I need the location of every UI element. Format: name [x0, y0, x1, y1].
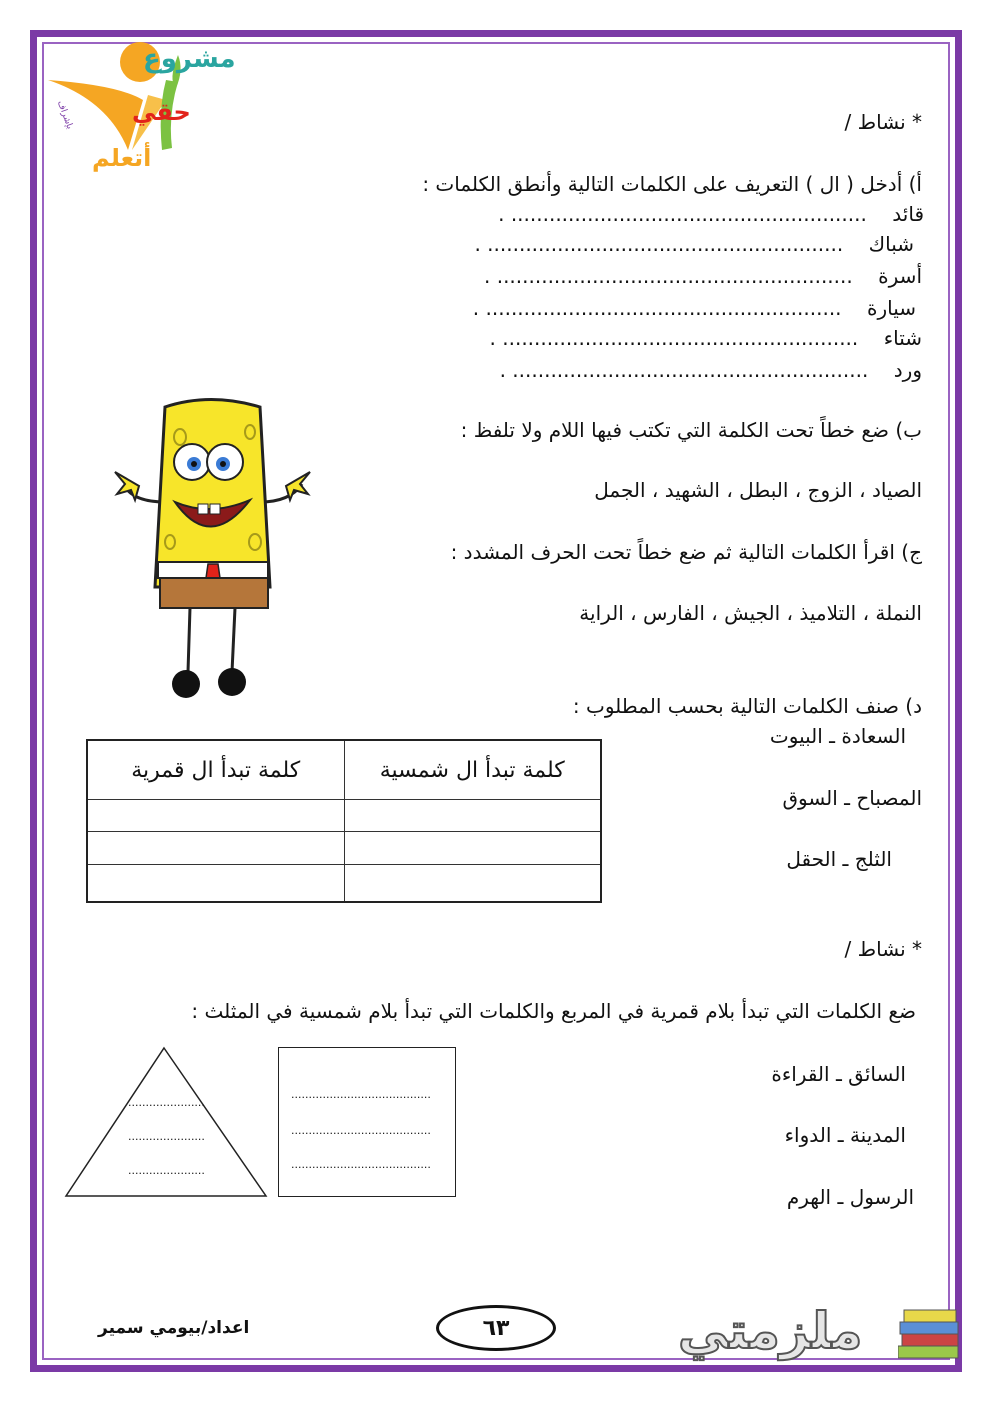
table-header-qamari: كلمة تبدأ ال قمرية — [87, 740, 344, 800]
activity2-heading: * نشاط / — [844, 937, 922, 961]
sponge-character-icon — [110, 392, 320, 702]
partA-word: سيارة — [866, 296, 916, 320]
partA-blank: ........................................................ . — [484, 264, 853, 288]
table-cell[interactable] — [87, 832, 344, 864]
author-credit: اعداد/بيومي سمير — [98, 1318, 250, 1338]
activity2-pair: المدينة ـ الدواء — [784, 1123, 906, 1147]
table-cell[interactable] — [87, 864, 344, 902]
partA-row — [490, 326, 922, 350]
activity1-heading: * نشاط / — [844, 110, 922, 134]
classification-table — [86, 739, 602, 903]
logo-text-mashroo: مشروع — [143, 44, 236, 74]
partB-instruction: ب) ضع خطاً تحت الكلمة التي تكتب فيها اللام ولا تلفظ : — [460, 418, 922, 442]
partC-instruction: ج) اقرأ الكلمات التالية ثم ضع خطاً تحت الحرف المشدد : — [450, 540, 922, 564]
partA-row — [473, 296, 916, 320]
triangle-blank-line[interactable]: ...................... — [128, 1130, 205, 1143]
partA-instruction: أ) أدخل ( ال ) التعريف على الكلمات التالية وأنطق الكلمات : — [422, 172, 922, 196]
logo-text-ataallam: أتعلم — [92, 144, 152, 172]
activity2-instruction: ضع الكلمات التي تبدأ بلام قمرية في المربع والكلمات التي تبدأ بلام شمسية في المثلث : — [191, 999, 916, 1023]
square-blank-line[interactable]: ........................................ — [291, 1088, 431, 1101]
table-header-shamsi: كلمة تبدأ ال شمسية — [344, 740, 601, 800]
partA-row — [498, 202, 924, 226]
partA-row — [484, 264, 922, 288]
partA-row — [500, 358, 922, 382]
table-cell[interactable] — [87, 800, 344, 832]
brand-logo — [668, 1300, 968, 1380]
partA-word: أسرة — [878, 264, 922, 288]
answer-square — [278, 1047, 456, 1197]
logo-text-haqqi: حقي — [132, 98, 191, 126]
partA-blank: ........................................................ . — [498, 202, 867, 226]
partA-word: ورد — [893, 358, 922, 382]
partD-instruction: د) صنف الكلمات التالية بحسب المطلوب : — [572, 694, 922, 718]
partA-blank: ........................................................ . — [472, 296, 842, 320]
table-cell[interactable] — [344, 832, 601, 864]
triangle-blank-line[interactable]: ...................... — [128, 1164, 205, 1177]
partD-pair: السعادة ـ البيوت — [769, 724, 906, 748]
partA-blank: ........................................................ . — [499, 358, 869, 382]
square-blank-line[interactable]: ........................................ — [291, 1158, 431, 1171]
partC-words: النملة ، التلاميذ ، الجيش ، الفارس ، الراية — [579, 601, 922, 625]
partD-pair: الثلج ـ الحقل — [786, 847, 892, 871]
partA-word: شتاء — [883, 326, 922, 350]
partA-blank: ........................................................ . — [489, 326, 859, 350]
activity2-pair: السائق ـ القراءة — [771, 1062, 906, 1086]
brand-wordmark: ملزمتي — [678, 1302, 863, 1360]
project-logo — [48, 40, 236, 190]
partA-word: قائد — [892, 202, 924, 226]
partD-pair: المصباح ـ السوق — [782, 786, 922, 810]
table-cell[interactable] — [344, 800, 601, 832]
answer-triangle — [64, 1046, 268, 1198]
page-number: ٦٣ — [436, 1305, 556, 1351]
partA-row — [474, 232, 914, 256]
partB-words: الصياد ، الزوج ، البطل ، الشهيد ، الجمل — [594, 478, 922, 502]
triangle-blank-line[interactable]: ...................... — [128, 1096, 205, 1109]
logo-tagline: بإشراف — [55, 99, 75, 131]
partA-word: شباك — [868, 232, 914, 256]
table-cell[interactable] — [344, 864, 601, 902]
books-stack-icon — [898, 1306, 992, 1386]
cartoon-sponge-illustration — [110, 392, 320, 702]
partA-blank: ........................................................ . — [474, 232, 844, 256]
square-blank-line[interactable]: ........................................ — [291, 1124, 431, 1137]
activity2-pair: الرسول ـ الهرم — [786, 1185, 914, 1209]
